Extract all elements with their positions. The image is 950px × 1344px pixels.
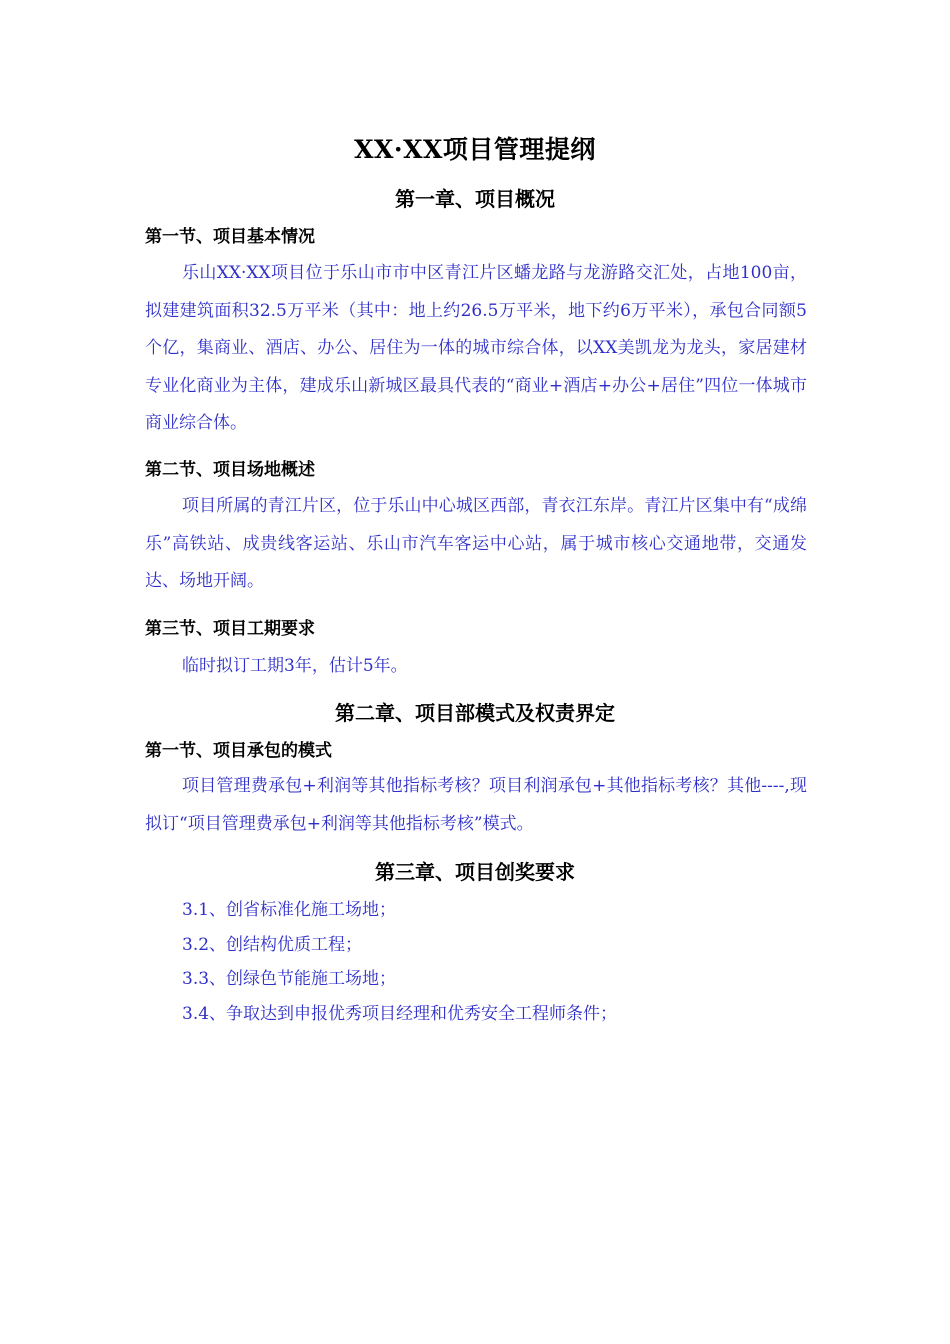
section-2-1-heading: 第一节、项目承包的模式 [145,741,332,761]
chapter-1-heading: 第一章、项目概况 [395,187,555,211]
award-requirements-list [182,893,617,1031]
section-1-2-heading: 第二节、项目场地概述 [145,460,315,480]
list-item: 3.4、争取达到申报优秀项目经理和优秀安全工程师条件； [182,1003,618,1024]
chapter-2-heading: 第二章、项目部模式及权责界定 [335,701,615,725]
chapter-3-heading: 第三章、项目创奖要求 [375,860,575,884]
document-title: XX·XX项目管理提纲 [354,135,596,164]
section-1-3-heading: 第三节、项目工期要求 [145,619,315,639]
list-item: 3.3、创绿色节能施工场地； [182,969,397,989]
section-1-2-paragraph: 项目所属的青江片区，位于乐山中心城区西部，青衣江东岸。青江片区集中有“成绵乐”高铁站、成贵线客运站、乐山市汽车客运中心站，属于城市核心交通地带，交通发达、场地开阔。 [145,496,807,591]
section-1-1-heading: 第一节、项目基本情况 [145,227,315,247]
section-2-1-paragraph: 项目管理费承包+利润等其他指标考核？项目利润承包+其他指标考核？其他----,现拟订“项目管理费承包+利润等其他指标考核”模式。 [145,776,807,834]
section-1-3-paragraph: 临时拟订工期3年，估计5年。 [182,656,408,676]
section-1-1-paragraph: 乐山XX·XX项目位于乐山市市中区青江片区蟠龙路与龙游路交汇处，占地100亩，拟建建筑面积32.5万平米（其中：地上约26.5万平米，地下约6万平米），承包合同额5个亿，集商业、酒店、办公、居住为一体的城市综合体，以XX美凯龙为龙头，家居建材专业化商业为主体，建成乐山新城区最具代表的“商业+酒店+办公+居住”四位一体城市商业综合体。 [145,263,807,433]
list-item: 3.1、创省标准化施工场地； [182,900,397,920]
list-item: 3.2、创结构优质工程； [182,934,363,955]
